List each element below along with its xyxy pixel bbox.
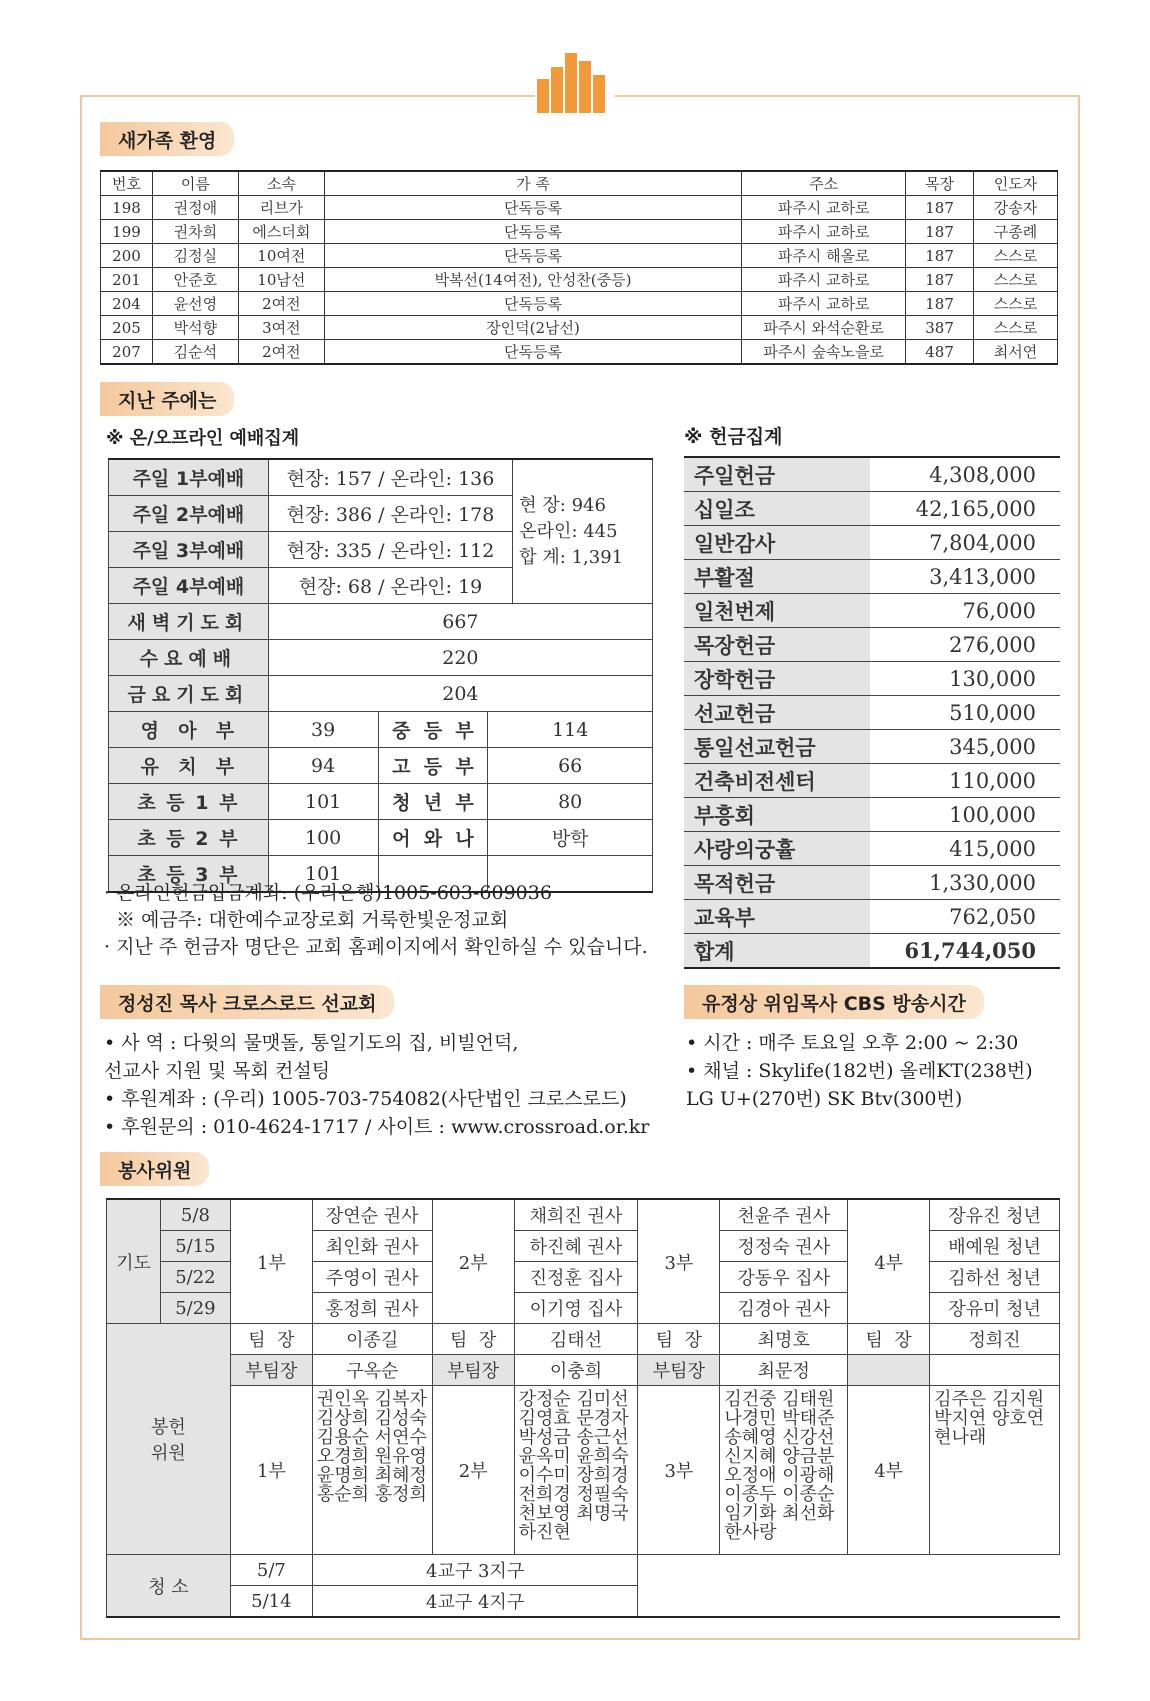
offering-amount: 3,413,000: [870, 560, 1060, 594]
table-cell: 파주시 교하로: [742, 196, 906, 220]
meeting-row: [109, 676, 653, 712]
department-value: 101: [268, 784, 378, 820]
prayer-name: 배예원 청년: [930, 1231, 1060, 1262]
department-value: 114: [488, 712, 653, 748]
offering-row: [684, 798, 1060, 832]
table-cell: 박석향: [152, 316, 238, 340]
team-leader-name: 이종길: [312, 1324, 432, 1355]
offering-row: [684, 866, 1060, 900]
offering-total-amount: 61,744,050: [870, 934, 1060, 969]
table-cell: 파주시 교하로: [742, 292, 906, 316]
part-label: 3부: [638, 1199, 720, 1324]
table-cell: 187: [906, 244, 974, 268]
offering-total-row: [684, 934, 1060, 969]
offering-row: [684, 628, 1060, 662]
attendance-title: ※ 온/오프라인 예배집계: [106, 428, 300, 449]
sub-leader-label: 부팀장: [230, 1355, 312, 1386]
prayer-name: 채희진 권사: [514, 1199, 638, 1231]
part-label: 3부: [638, 1386, 720, 1555]
department-label: 초 등 1 부: [109, 784, 269, 820]
cleaning-date: 5/14: [230, 1586, 312, 1618]
team-leader-name: 최명호: [720, 1324, 848, 1355]
prayer-name: 천윤주 권사: [720, 1199, 848, 1231]
table-cell: 207: [101, 340, 153, 365]
part-label: 2부: [432, 1199, 514, 1324]
table-cell: 스스로: [974, 316, 1058, 340]
attendance-total: [513, 459, 653, 604]
team-leader-label: 팀 장: [230, 1324, 312, 1355]
offering-row: [684, 594, 1060, 628]
offering-member-names: 김주은 김지원 박지연 양호연 현나래: [930, 1386, 1060, 1555]
offering-row: [684, 492, 1060, 526]
department-label: 초 등 2 부: [109, 820, 269, 856]
table-cell: 10남선: [238, 268, 324, 292]
mission-line-3: • 후원계좌 : (우리) 1005-703-754082(사단법인 크로스로드): [104, 1088, 627, 1110]
meeting-row: [109, 640, 653, 676]
team-leader-label: 팀 장: [848, 1324, 930, 1355]
table-cell: 구종례: [974, 220, 1058, 244]
new-family-header-0: 번호: [101, 171, 153, 196]
table-cell: 장인덕(2남선): [324, 316, 742, 340]
table-cell: 박복선(14여전), 안성찬(중등): [324, 268, 742, 292]
prayer-name: 장유진 청년: [930, 1199, 1060, 1231]
offering-row: [684, 730, 1060, 764]
prayer-name: 주영이 권사: [312, 1262, 432, 1293]
attendance-total-line3: 합 계: 1,391: [519, 546, 624, 568]
team-leader-label: 팀 장: [638, 1324, 720, 1355]
table-cell: 201: [101, 268, 153, 292]
offering-title: ※ 헌금집계: [684, 426, 783, 448]
prayer-name: 하진혜 권사: [514, 1231, 638, 1262]
table-cell: 2여전: [238, 340, 324, 365]
service-value: 현장: 157 / 온라인: 136: [268, 459, 513, 496]
note-homepage: · 지난 주 헌금자 명단은 교회 홈페이지에서 확인하실 수 있습니다.: [104, 936, 648, 958]
last-week-title: 지난 주에는: [100, 382, 234, 416]
service-label: 주일 4부예배: [109, 568, 269, 604]
table-cell: 강송자: [974, 196, 1058, 220]
offering-label: 부활절: [684, 560, 870, 594]
note-holder: ※ 예금주: 대한예수교장로회 거룩한빛운정교회: [116, 909, 509, 931]
sub-leader-name: 최문정: [720, 1355, 848, 1386]
department-label: 초 등 3 부: [109, 856, 269, 893]
table-cell: 10여전: [238, 244, 324, 268]
prayer-row: [107, 1199, 1060, 1231]
service-row: [109, 459, 653, 496]
table-cell: 최서연: [974, 340, 1058, 365]
table-cell: 파주시 해올로: [742, 244, 906, 268]
offering-members-row: [107, 1386, 1060, 1555]
table-cell: 파주시 교하로: [742, 220, 906, 244]
table-cell: 권차희: [152, 220, 238, 244]
new-family-header-6: 인도자: [974, 171, 1058, 196]
offering-member-names: 김건중 김태원 나경민 박태준 송혜영 신강선 신지혜 양금분 오정애 이광해 이종두 이종순 임기화 최선화 한사랑: [720, 1386, 848, 1555]
department-label: 유 치 부: [109, 748, 269, 784]
table-cell: 187: [906, 220, 974, 244]
table-cell: 스스로: [974, 244, 1058, 268]
part-label: 4부: [848, 1199, 930, 1324]
table-cell: 187: [906, 196, 974, 220]
prayer-label: 기도: [107, 1199, 161, 1324]
cleaning-row: [107, 1555, 1060, 1586]
new-family-header-2: 소속: [238, 171, 324, 196]
table-cell: 200: [101, 244, 153, 268]
offering-amount: 110,000: [870, 764, 1060, 798]
sub-leader-row: [107, 1355, 1060, 1386]
table-row: [101, 244, 1058, 268]
team-leader-name: 김태선: [514, 1324, 638, 1355]
table-cell: 스스로: [974, 268, 1058, 292]
sub-leader-name: [930, 1355, 1060, 1386]
offering-amount: 7,804,000: [870, 526, 1060, 560]
offering-row: [684, 662, 1060, 696]
prayer-name: 김하선 청년: [930, 1262, 1060, 1293]
prayer-date: 5/15: [160, 1231, 230, 1262]
table-cell: 파주시 교하로: [742, 268, 906, 292]
sub-leader-label: 부팀장: [432, 1355, 514, 1386]
offering-amount: 276,000: [870, 628, 1060, 662]
table-cell: 단독등록: [324, 340, 742, 365]
table-cell: 187: [906, 268, 974, 292]
table-row: [101, 340, 1058, 365]
offering-label: 십일조: [684, 492, 870, 526]
offering-total-label: 합계: [684, 934, 870, 969]
new-family-header-4: 주소: [742, 171, 906, 196]
service-value: 현장: 386 / 온라인: 178: [268, 496, 513, 532]
table-row: [101, 292, 1058, 316]
offering-label: 일천번제: [684, 594, 870, 628]
empty-cell: [638, 1555, 1060, 1618]
department-row: [109, 748, 653, 784]
offering-amount: 100,000: [870, 798, 1060, 832]
table-cell: 205: [101, 316, 153, 340]
department-label: 청 년 부: [378, 784, 488, 820]
part-label: 1부: [230, 1199, 312, 1324]
meeting-value: 220: [268, 640, 652, 676]
new-family-header-1: 이름: [152, 171, 238, 196]
offering-member-names: 권인옥 김복자 김상희 김성숙 김용순 서연수 오경희 원유영 윤명희 최혜정 홍순희 홍정희: [312, 1386, 432, 1555]
prayer-name: 정정숙 권사: [720, 1231, 848, 1262]
table-row: [101, 316, 1058, 340]
table-cell: 단독등록: [324, 196, 742, 220]
prayer-date: 5/8: [160, 1199, 230, 1231]
meeting-label: 수요예배: [109, 640, 269, 676]
broadcast-line-3: LG U+(270번) SK Btv(300번): [686, 1088, 963, 1110]
mission-line-1: • 사 역 : 다윗의 물맷돌, 통일기도의 집, 비빌언덕,: [104, 1032, 519, 1054]
department-value: 101: [268, 856, 378, 893]
prayer-name: 홍정희 권사: [312, 1293, 432, 1324]
table-row: [101, 196, 1058, 220]
broadcast-title: 유정상 위임목사 CBS 방송시간: [684, 985, 984, 1019]
prayer-date: 5/22: [160, 1262, 230, 1293]
offering-amount: 130,000: [870, 662, 1060, 696]
table-cell: 김순석: [152, 340, 238, 365]
offering-label: 건축비전센터: [684, 764, 870, 798]
table-cell: 파주시 숲속노을로: [742, 340, 906, 365]
offering-row: [684, 832, 1060, 866]
offering-amount: 4,308,000: [870, 457, 1060, 492]
meeting-value: 204: [268, 676, 652, 712]
service-label: 주일 3부예배: [109, 532, 269, 568]
table-cell: 단독등록: [324, 220, 742, 244]
offering-label: 통일선교헌금: [684, 730, 870, 764]
attendance-total-line1: 현 장: 946: [519, 494, 606, 516]
table-row: [101, 268, 1058, 292]
table-cell: 단독등록: [324, 244, 742, 268]
offering-label: 부흥회: [684, 798, 870, 832]
offering-amount: 762,050: [870, 900, 1060, 934]
new-family-table: [100, 170, 1058, 365]
mission-line-2: 선교사 지원 및 목회 컨설팅: [104, 1060, 331, 1082]
table-cell: 2여전: [238, 292, 324, 316]
table-cell: 김정실: [152, 244, 238, 268]
team-leader-name: 정희진: [930, 1324, 1060, 1355]
offering-amount: 42,165,000: [870, 492, 1060, 526]
team-leader-row: [107, 1324, 1060, 1355]
service-committee-title: 봉사위원: [100, 1152, 209, 1186]
table-cell: 파주시 와석순환로: [742, 316, 906, 340]
offering-label: 주일헌금: [684, 457, 870, 492]
part-label: 1부: [230, 1386, 312, 1555]
table-cell: 387: [906, 316, 974, 340]
prayer-name: 최인화 권사: [312, 1231, 432, 1262]
table-cell: 스스로: [974, 292, 1058, 316]
offering-amount: 510,000: [870, 696, 1060, 730]
department-value: 94: [268, 748, 378, 784]
service-value: 현장: 68 / 온라인: 19: [268, 568, 513, 604]
prayer-name: 장연순 권사: [312, 1199, 432, 1231]
sub-leader-name: 이충희: [514, 1355, 638, 1386]
note-account: · 온라인헌금입금계좌: (우리은행)1005-603-609036: [104, 882, 552, 904]
table-cell: 198: [101, 196, 153, 220]
department-row: [109, 820, 653, 856]
offering-label: 장학헌금: [684, 662, 870, 696]
table-cell: 487: [906, 340, 974, 365]
broadcast-line-1: • 시간 : 매주 토요일 오후 2:00 ~ 2:30: [686, 1032, 1019, 1054]
meeting-label: 금요기도회: [109, 676, 269, 712]
department-value: 39: [268, 712, 378, 748]
sub-leader-label: [848, 1355, 930, 1386]
department-value: 100: [268, 820, 378, 856]
offering-row: [684, 764, 1060, 798]
department-value: 방학: [488, 820, 653, 856]
table-cell: 3여전: [238, 316, 324, 340]
header-line-left: [80, 95, 535, 97]
cleaning-label: 청 소: [107, 1555, 231, 1618]
meeting-value: 667: [268, 604, 652, 640]
table-cell: 안준호: [152, 268, 238, 292]
offering-label: 선교헌금: [684, 696, 870, 730]
mission-line-4: • 후원문의 : 010-4624-1717 / 사이트 : www.crossroad.or.kr: [104, 1116, 650, 1138]
new-family-title: 새가족 환영: [100, 122, 234, 156]
service-value: 현장: 335 / 온라인: 112: [268, 532, 513, 568]
table-cell: 권정애: [152, 196, 238, 220]
prayer-name: 진정훈 집사: [514, 1262, 638, 1293]
prayer-name: 이기영 집사: [514, 1293, 638, 1324]
table-cell: 윤선영: [152, 292, 238, 316]
cleaning-area: 4교구 4지구: [312, 1586, 638, 1618]
department-label: 영 아 부: [109, 712, 269, 748]
offering-label: 교육부: [684, 900, 870, 934]
church-logo-icon: [535, 45, 615, 125]
offering-row: [684, 900, 1060, 934]
sub-leader-name: 구옥순: [312, 1355, 432, 1386]
part-label: 4부: [848, 1386, 930, 1555]
offering-row: [684, 457, 1060, 492]
offering-label: 일반감사: [684, 526, 870, 560]
meeting-label: 새벽기도회: [109, 604, 269, 640]
broadcast-line-2: • 채널 : Skylife(182번) 올레KT(238번): [686, 1060, 1033, 1082]
service-label: 주일 2부예배: [109, 496, 269, 532]
department-label: 어 와 나: [378, 820, 488, 856]
offering-amount: 345,000: [870, 730, 1060, 764]
attendance-total-line2: 온라인: 445: [519, 520, 618, 542]
offering-amount: 415,000: [870, 832, 1060, 866]
team-leader-label: 팀 장: [432, 1324, 514, 1355]
sub-leader-label: 부팀장: [638, 1355, 720, 1386]
offering-member-names: 강정순 김미선 김영효 문경자 박성금 송근선 윤옥미 윤희숙 이수미 장희경 전희경 정필숙 천보영 최명국 하진현: [514, 1386, 638, 1555]
cleaning-area: 4교구 3지구: [312, 1555, 638, 1586]
offering-committee-label: 봉헌 위원: [107, 1324, 231, 1555]
table-cell: 단독등록: [324, 292, 742, 316]
offering-row: [684, 560, 1060, 594]
prayer-name: 김경아 권사: [720, 1293, 848, 1324]
offering-row: [684, 526, 1060, 560]
prayer-name: 강동우 집사: [720, 1262, 848, 1293]
attendance-table: [108, 458, 653, 893]
offering-amount: 76,000: [870, 594, 1060, 628]
offering-label: 목적헌금: [684, 866, 870, 900]
department-value: 66: [488, 748, 653, 784]
prayer-name: 장유미 청년: [930, 1293, 1060, 1324]
part-label: 2부: [432, 1386, 514, 1555]
table-cell: 199: [101, 220, 153, 244]
department-value: 80: [488, 784, 653, 820]
mission-title: 정성진 목사 크로스로드 선교회: [100, 985, 394, 1019]
offering-label: 목장헌금: [684, 628, 870, 662]
service-label: 주일 1부예배: [109, 459, 269, 496]
department-label: 고 등 부: [378, 748, 488, 784]
table-cell: 187: [906, 292, 974, 316]
offering-amount: 1,330,000: [870, 866, 1060, 900]
offering-table: [684, 456, 1060, 969]
department-label: 중 등 부: [378, 712, 488, 748]
offering-row: [684, 696, 1060, 730]
new-family-header-5: 목장: [906, 171, 974, 196]
table-cell: 에스더회: [238, 220, 324, 244]
table-row: [101, 220, 1058, 244]
new-family-header-3: 가 족: [324, 171, 742, 196]
table-cell: 리브가: [238, 196, 324, 220]
offering-label: 사랑의궁휼: [684, 832, 870, 866]
table-cell: 204: [101, 292, 153, 316]
service-committee-table: [106, 1198, 1060, 1618]
prayer-date: 5/29: [160, 1293, 230, 1324]
department-row: [109, 712, 653, 748]
department-row: [109, 784, 653, 820]
meeting-row: [109, 604, 653, 640]
cleaning-date: 5/7: [230, 1555, 312, 1586]
